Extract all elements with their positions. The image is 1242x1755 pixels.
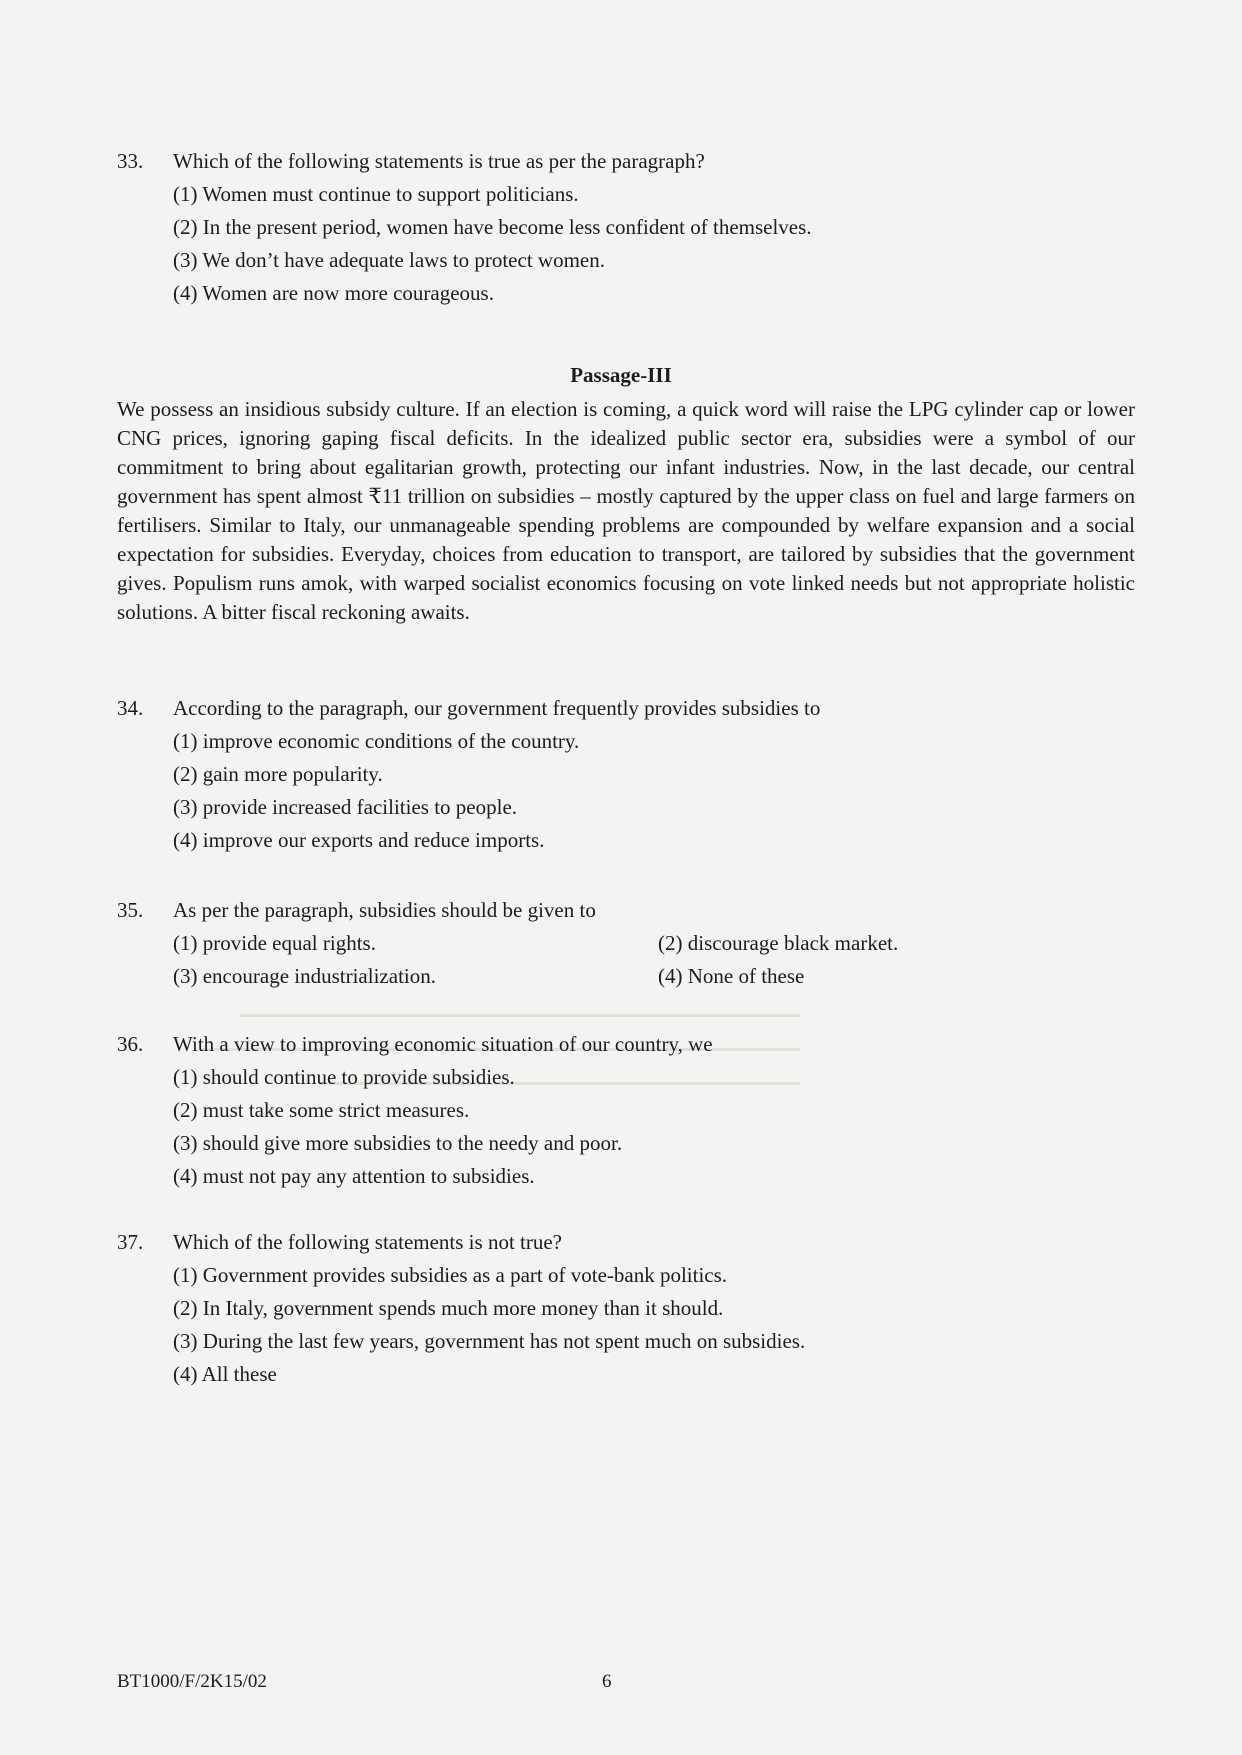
option-3: (3) provide increased facilities to people. — [173, 795, 518, 819]
option-1: (1) Women must continue to support politicians. — [173, 182, 579, 206]
question-text: Which of the following statements is not true? — [173, 1230, 562, 1254]
question-text: As per the paragraph, subsidies should be given to — [173, 898, 596, 922]
option-1: (1) should continue to provide subsidies. — [173, 1065, 515, 1089]
passage-title: Passage-III — [570, 363, 672, 387]
option-3: (3) During the last few years, government has not spent much on subsidies. — [173, 1329, 806, 1353]
question-34 — [117, 692, 1137, 857]
option-4: (4) None of these — [658, 964, 805, 988]
option-2: (2) discourage black market. — [658, 931, 899, 955]
page-number: 6 — [602, 1671, 612, 1692]
option-4: (4) must not pay any attention to subsidies. — [173, 1164, 535, 1188]
question-35 — [117, 894, 1137, 993]
question-text: With a view to improving economic situation of our country, we — [173, 1032, 713, 1056]
option-3: (3) encourage industrialization. — [173, 964, 436, 988]
option-4: (4) Women are now more courageous. — [173, 281, 494, 305]
question-36 — [117, 1028, 1137, 1193]
question-number: 33. — [117, 149, 144, 173]
question-number: 34. — [117, 696, 144, 720]
option-4: (4) All these — [173, 1362, 277, 1386]
option-grid — [117, 927, 1137, 993]
option-3: (3) We don’t have adequate laws to protect women. — [173, 248, 605, 272]
footer-code: BT1000/F/2K15/02 — [117, 1671, 267, 1692]
passage-body: We possess an insidious subsidy culture. If an election is coming, a quick word will raise the LPG cylinder cap or lower CNG prices, ignoring gaping fiscal deficits. In the idealized public sector era, subsidies were a symbol of our commitment to bring about egalitarian growth, protecting our infant industries. Now, in the last decade, our central government has spent almost ₹11 trillion on subsidies – mostly captured by the upper class on fuel and large farmers on fertilisers. Similar to Italy, our unmanageable spending problems are compounded by welfare expansion and a social expectation for subsidies. Everyday, choices from education to transport, are tailored by subsidies that the government gives. Populism runs amok, with warped socialist economics focusing on vote linked needs but not appropriate holistic solutions. A bitter fiscal reckoning awaits. — [117, 397, 1135, 624]
option-1: (1) improve economic conditions of the country. — [173, 729, 580, 753]
question-37 — [117, 1226, 1137, 1391]
question-text: According to the paragraph, our government frequently provides subsidies to — [173, 696, 821, 720]
option-2: (2) gain more popularity. — [173, 762, 383, 786]
option-2: (2) In Italy, government spends much more money than it should. — [173, 1296, 724, 1320]
option-3: (3) should give more subsidies to the needy and poor. — [173, 1131, 623, 1155]
question-number: 37. — [117, 1230, 144, 1254]
question-33 — [117, 145, 1137, 310]
question-number: 35. — [117, 898, 144, 922]
option-1: (1) provide equal rights. — [173, 931, 376, 955]
option-2: (2) must take some strict measures. — [173, 1098, 470, 1122]
question-number: 36. — [117, 1032, 144, 1056]
option-1: (1) Government provides subsidies as a part of vote-bank politics. — [173, 1263, 728, 1287]
option-4: (4) improve our exports and reduce imports. — [173, 828, 545, 852]
question-text: Which of the following statements is true as per the paragraph? — [173, 149, 705, 173]
option-2: (2) In the present period, women have become less confident of themselves. — [173, 215, 812, 239]
